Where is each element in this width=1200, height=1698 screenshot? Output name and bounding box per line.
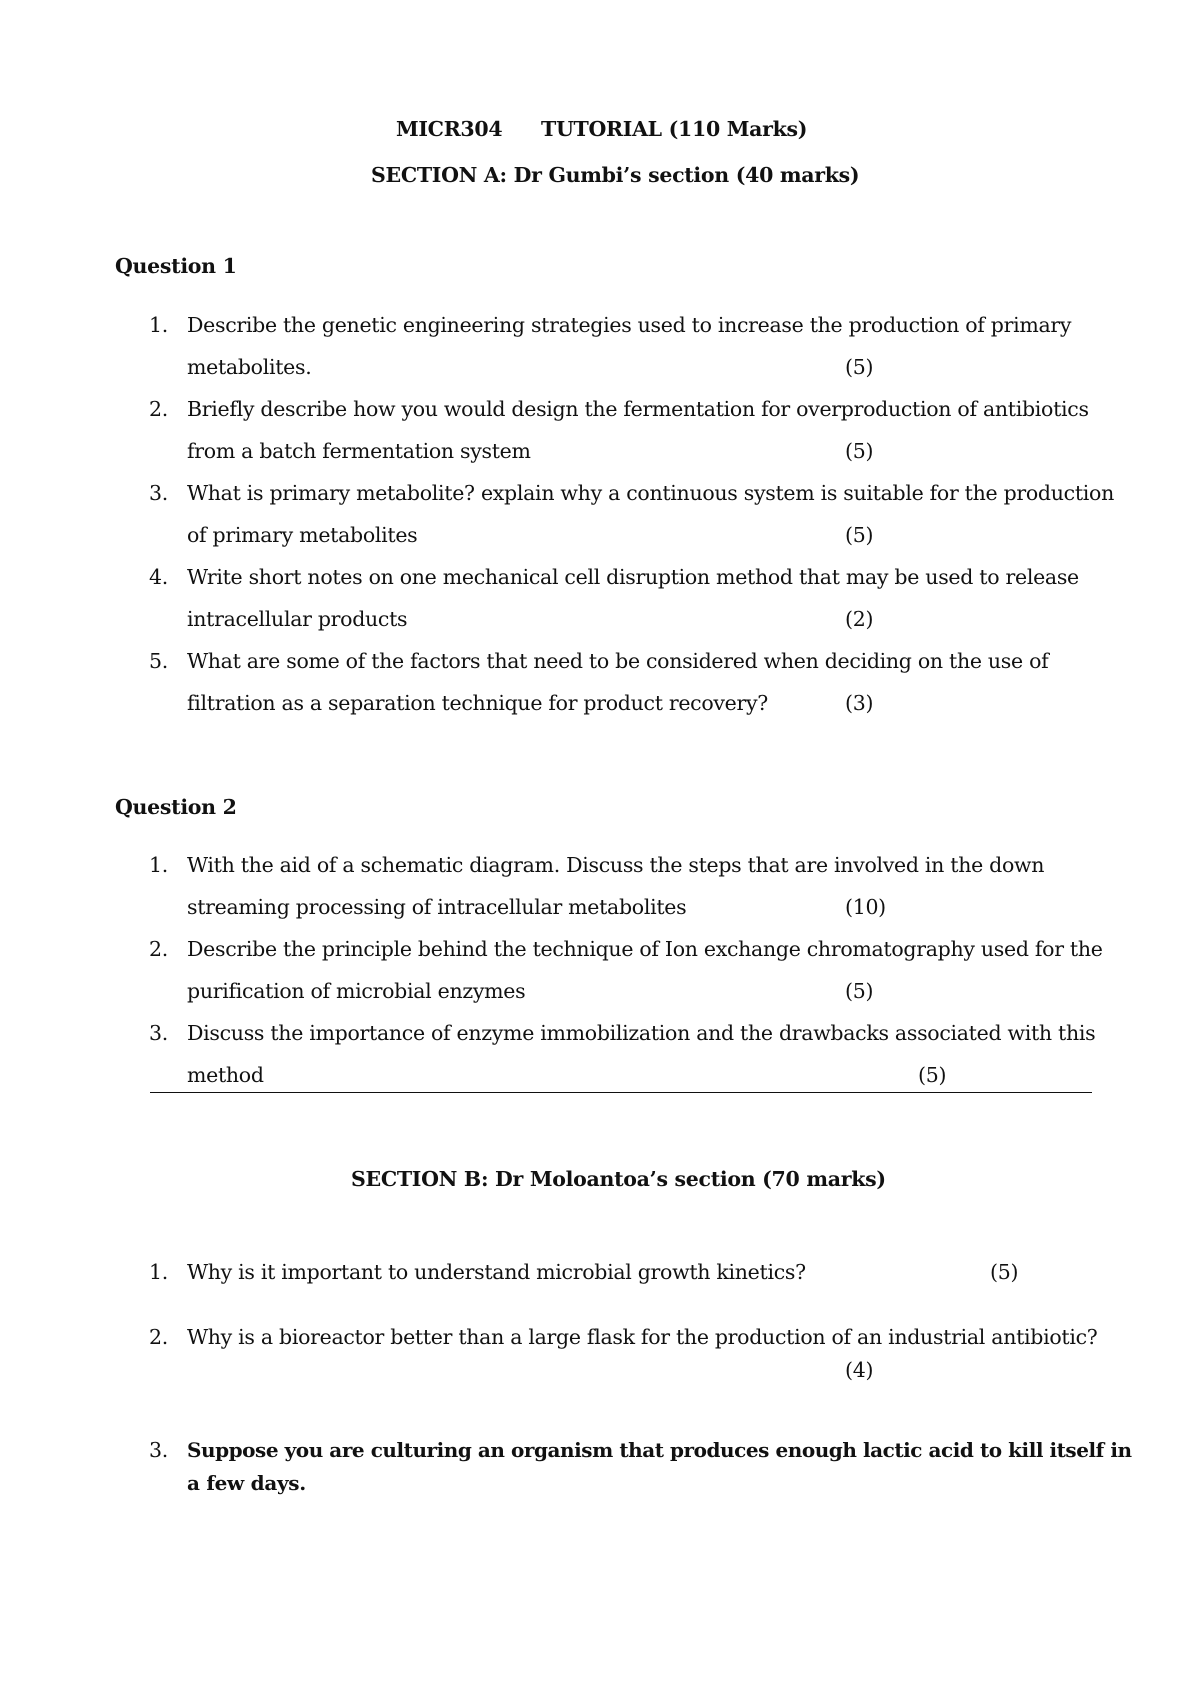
item-text-line2: of primary metabolites [187, 523, 418, 547]
item-text-line1: With the aid of a schematic diagram. Discuss the steps that are involved in the down [187, 853, 1045, 877]
item-text-line2: a few days. [187, 1471, 306, 1495]
item-text-line1: Discuss the importance of enzyme immobilization and the drawbacks associated with this [187, 1021, 1096, 1045]
item-text-line2: intracellular products [187, 607, 408, 631]
item-text-line2: filtration as a separation technique for product recovery? [187, 691, 768, 715]
item-text: Why is it important to understand microbial growth kinetics? [187, 1260, 806, 1284]
section-b-title: SECTION B: Dr Moloantoa’s section (70 marks) [351, 1167, 886, 1191]
item-number: 2. [149, 397, 168, 421]
item-number: 4. [149, 565, 168, 589]
item-number: 1. [149, 313, 168, 337]
section-divider [150, 1092, 1092, 1093]
item-text: Why is a bioreactor better than a large flask for the production of an industrial antibiotic? [187, 1325, 1098, 1349]
item-text-line2: metabolites. [187, 355, 312, 379]
item-text-line1: Suppose you are culturing an organism that produces enough lactic acid to kill itself in [187, 1438, 1132, 1462]
item-number: 3. [149, 1021, 168, 1045]
item-marks: (2) [845, 607, 874, 631]
item-number: 3. [149, 1438, 168, 1462]
item-marks: (5) [845, 979, 874, 1003]
item-number: 5. [149, 649, 168, 673]
item-marks: (5) [918, 1063, 947, 1087]
section-a-title: SECTION A: Dr Gumbi’s section (40 marks) [371, 163, 860, 187]
item-number: 1. [149, 1260, 168, 1284]
item-marks: (10) [845, 895, 886, 919]
item-number: 2. [149, 1325, 168, 1349]
question-2-heading: Question 2 [115, 795, 237, 819]
item-text-line2: from a batch fermentation system [187, 439, 531, 463]
item-marks: (5) [845, 523, 874, 547]
item-text-line1: What are some of the factors that need to be considered when deciding on the use of [187, 649, 1049, 673]
tutorial-title: TUTORIAL (110 Marks) [541, 117, 808, 141]
item-number: 2. [149, 937, 168, 961]
course-code: MICR304 [396, 117, 503, 141]
item-text-line2: purification of microbial enzymes [187, 979, 526, 1003]
item-number: 1. [149, 853, 168, 877]
item-text-line1: Describe the genetic engineering strategies used to increase the production of primary [187, 313, 1072, 337]
item-text-line2: streaming processing of intracellular metabolites [187, 895, 687, 919]
item-text-line2: method [187, 1063, 264, 1087]
item-text-line1: Briefly describe how you would design the fermentation for overproduction of antibiotics [187, 397, 1089, 421]
item-marks: (5) [845, 355, 874, 379]
item-marks: (3) [845, 691, 874, 715]
item-marks: (5) [990, 1260, 1019, 1284]
item-marks: (5) [845, 439, 874, 463]
item-number: 3. [149, 481, 168, 505]
question-1-heading: Question 1 [115, 254, 237, 278]
item-text-line1: Describe the principle behind the technique of Ion exchange chromatography used for the [187, 937, 1103, 961]
item-text-line1: Write short notes on one mechanical cell disruption method that may be used to release [187, 565, 1079, 589]
item-text-line1: What is primary metabolite? explain why a continuous system is suitable for the production [187, 481, 1114, 505]
item-marks: (4) [845, 1358, 874, 1382]
